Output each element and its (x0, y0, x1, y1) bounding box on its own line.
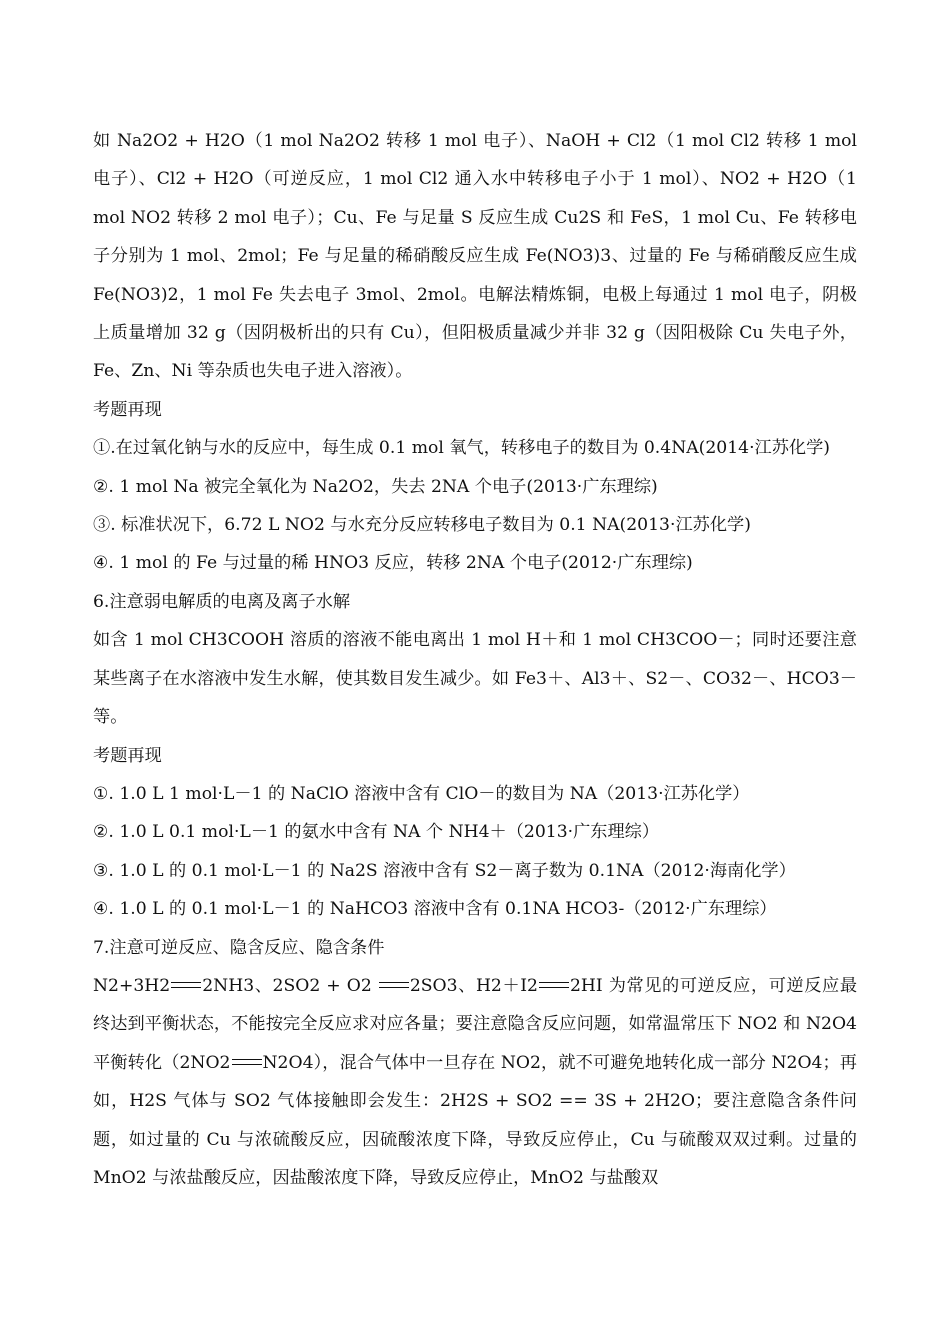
equilibrium-arrow-icon (232, 1056, 262, 1068)
equilibrium-arrow-icon (539, 979, 569, 991)
section-label-exam: 考题再现 (93, 745, 162, 766)
equilibrium-arrow-icon (171, 979, 201, 991)
exam-item: ②. 1.0 L 0.1 mol·L－1 的氨水中含有 NA 个 NH4＋（2013·广东理综） (93, 822, 660, 843)
document-body (93, 122, 857, 1197)
paragraph-electron-transfer: 如 Na2O2 + H2O（1 mol Na2O2 转移 1 mol 电子）、NaOH + Cl2（1 mol Cl2 转移 1 mol 电子）、Cl2 + H2O（可逆反应，1 mol Cl2 通入水中转移电子小于 1 mol）、NO2 + H2O（1 mol NO2 转移 2 mol 电子）；Cu、Fe 与足量 S 反应生成 Cu2S 和 FeS，1 mol Cu、Fe 转移电子分别为 1 mol、2mol；Fe 与足量的稀硝酸反应生成 Fe(NO3)3、过量的 Fe 与稀硝酸反应生成 Fe(NO3)2，1 mol Fe 失去电子 3mol、2mol。电解法精炼铜，电极上每通过 1 mol 电子，阴极上质量增加 32 g（因阴极析出的只有 Cu），但阳极质量减少并非 32 g（因阳极除 Cu 失电子外，Fe、Zn、Ni 等杂质也失电子进入溶液）。 (93, 131, 857, 382)
paragraph-reversible-reactions (93, 967, 857, 1197)
exam-item: ④. 1.0 L 的 0.1 mol·L－1 的 NaHCO3 溶液中含有 0.1NA HCO3-（2012·广东理综） (93, 899, 777, 920)
exam-item: ①.在过氧化钠与水的反应中，每生成 0.1 mol 氧气，转移电子的数目为 0.4NA(2014·江苏化学) (93, 438, 831, 459)
equation-text: N2+3H2 (93, 975, 171, 996)
exam-item: ③. 1.0 L 的 0.1 mol·L－1 的 Na2S 溶液中含有 S2－离子数为 0.1NA（2012·海南化学） (93, 860, 796, 881)
exam-item: ①. 1.0 L 1 mol·L－1 的 NaClO 溶液中含有 ClO－的数目为 NA（2013·江苏化学） (93, 783, 750, 804)
exam-item: ④. 1 mol 的 Fe 与过量的稀 HNO3 反应，转移 2NA 个电子(2012·广东理综) (93, 553, 693, 574)
paragraph-text: 2HI 为常见的可逆反应，可逆反应最终达到平衡状态，不能按完全反应求对应各量；要注意隐含反应问题，如常温常压下 NO2 和 N2O4 平衡转化（2NO2 (93, 975, 858, 1073)
section-label-exam: 考题再现 (93, 399, 162, 420)
exam-item: ③. 标准状况下，6.72 L NO2 与水充分反应转移电子数目为 0.1 NA(2013·江苏化学) (93, 515, 751, 536)
exam-item: ②. 1 mol Na 被完全氧化为 Na2O2，失去 2NA 个电子(2013·广东理综) (93, 476, 658, 497)
paragraph-weak-electrolyte: 如含 1 mol CH3COOH 溶质的溶液不能电离出 1 mol H＋和 1 mol CH3COO－；同时还要注意某些离子在水溶液中发生水解，使其数目发生减少。如 Fe3＋、Al3＋、S2－、CO32－、HCO3－等。 (93, 630, 857, 728)
paragraph-text: N2O4），混合气体中一旦存在 NO2，就不可避免地转化成一部分 N2O4；再如，H2S 气体与 SO2 气体接触即会发生：2H2S + SO2 == 3S + 2H2O；要注意隐含条件问题，如过量的 Cu 与浓硫酸反应，因硫酸浓度下降，导致反应停止，Cu 与硫酸双双过剩。过量的 MnO2 与浓盐酸反应，因盐酸浓度下降，导致反应停止，MnO2 与盐酸双 (93, 1052, 857, 1188)
equilibrium-arrow-icon (379, 979, 409, 991)
equation-text: 2SO3、H2＋I2 (409, 975, 538, 996)
section-heading-6: 6.注意弱电解质的电离及离子水解 (93, 591, 351, 612)
equation-text: 2NH3、2SO2 + O2 (202, 975, 378, 996)
section-heading-7: 7.注意可逆反应、隐含反应、隐含条件 (93, 937, 385, 958)
